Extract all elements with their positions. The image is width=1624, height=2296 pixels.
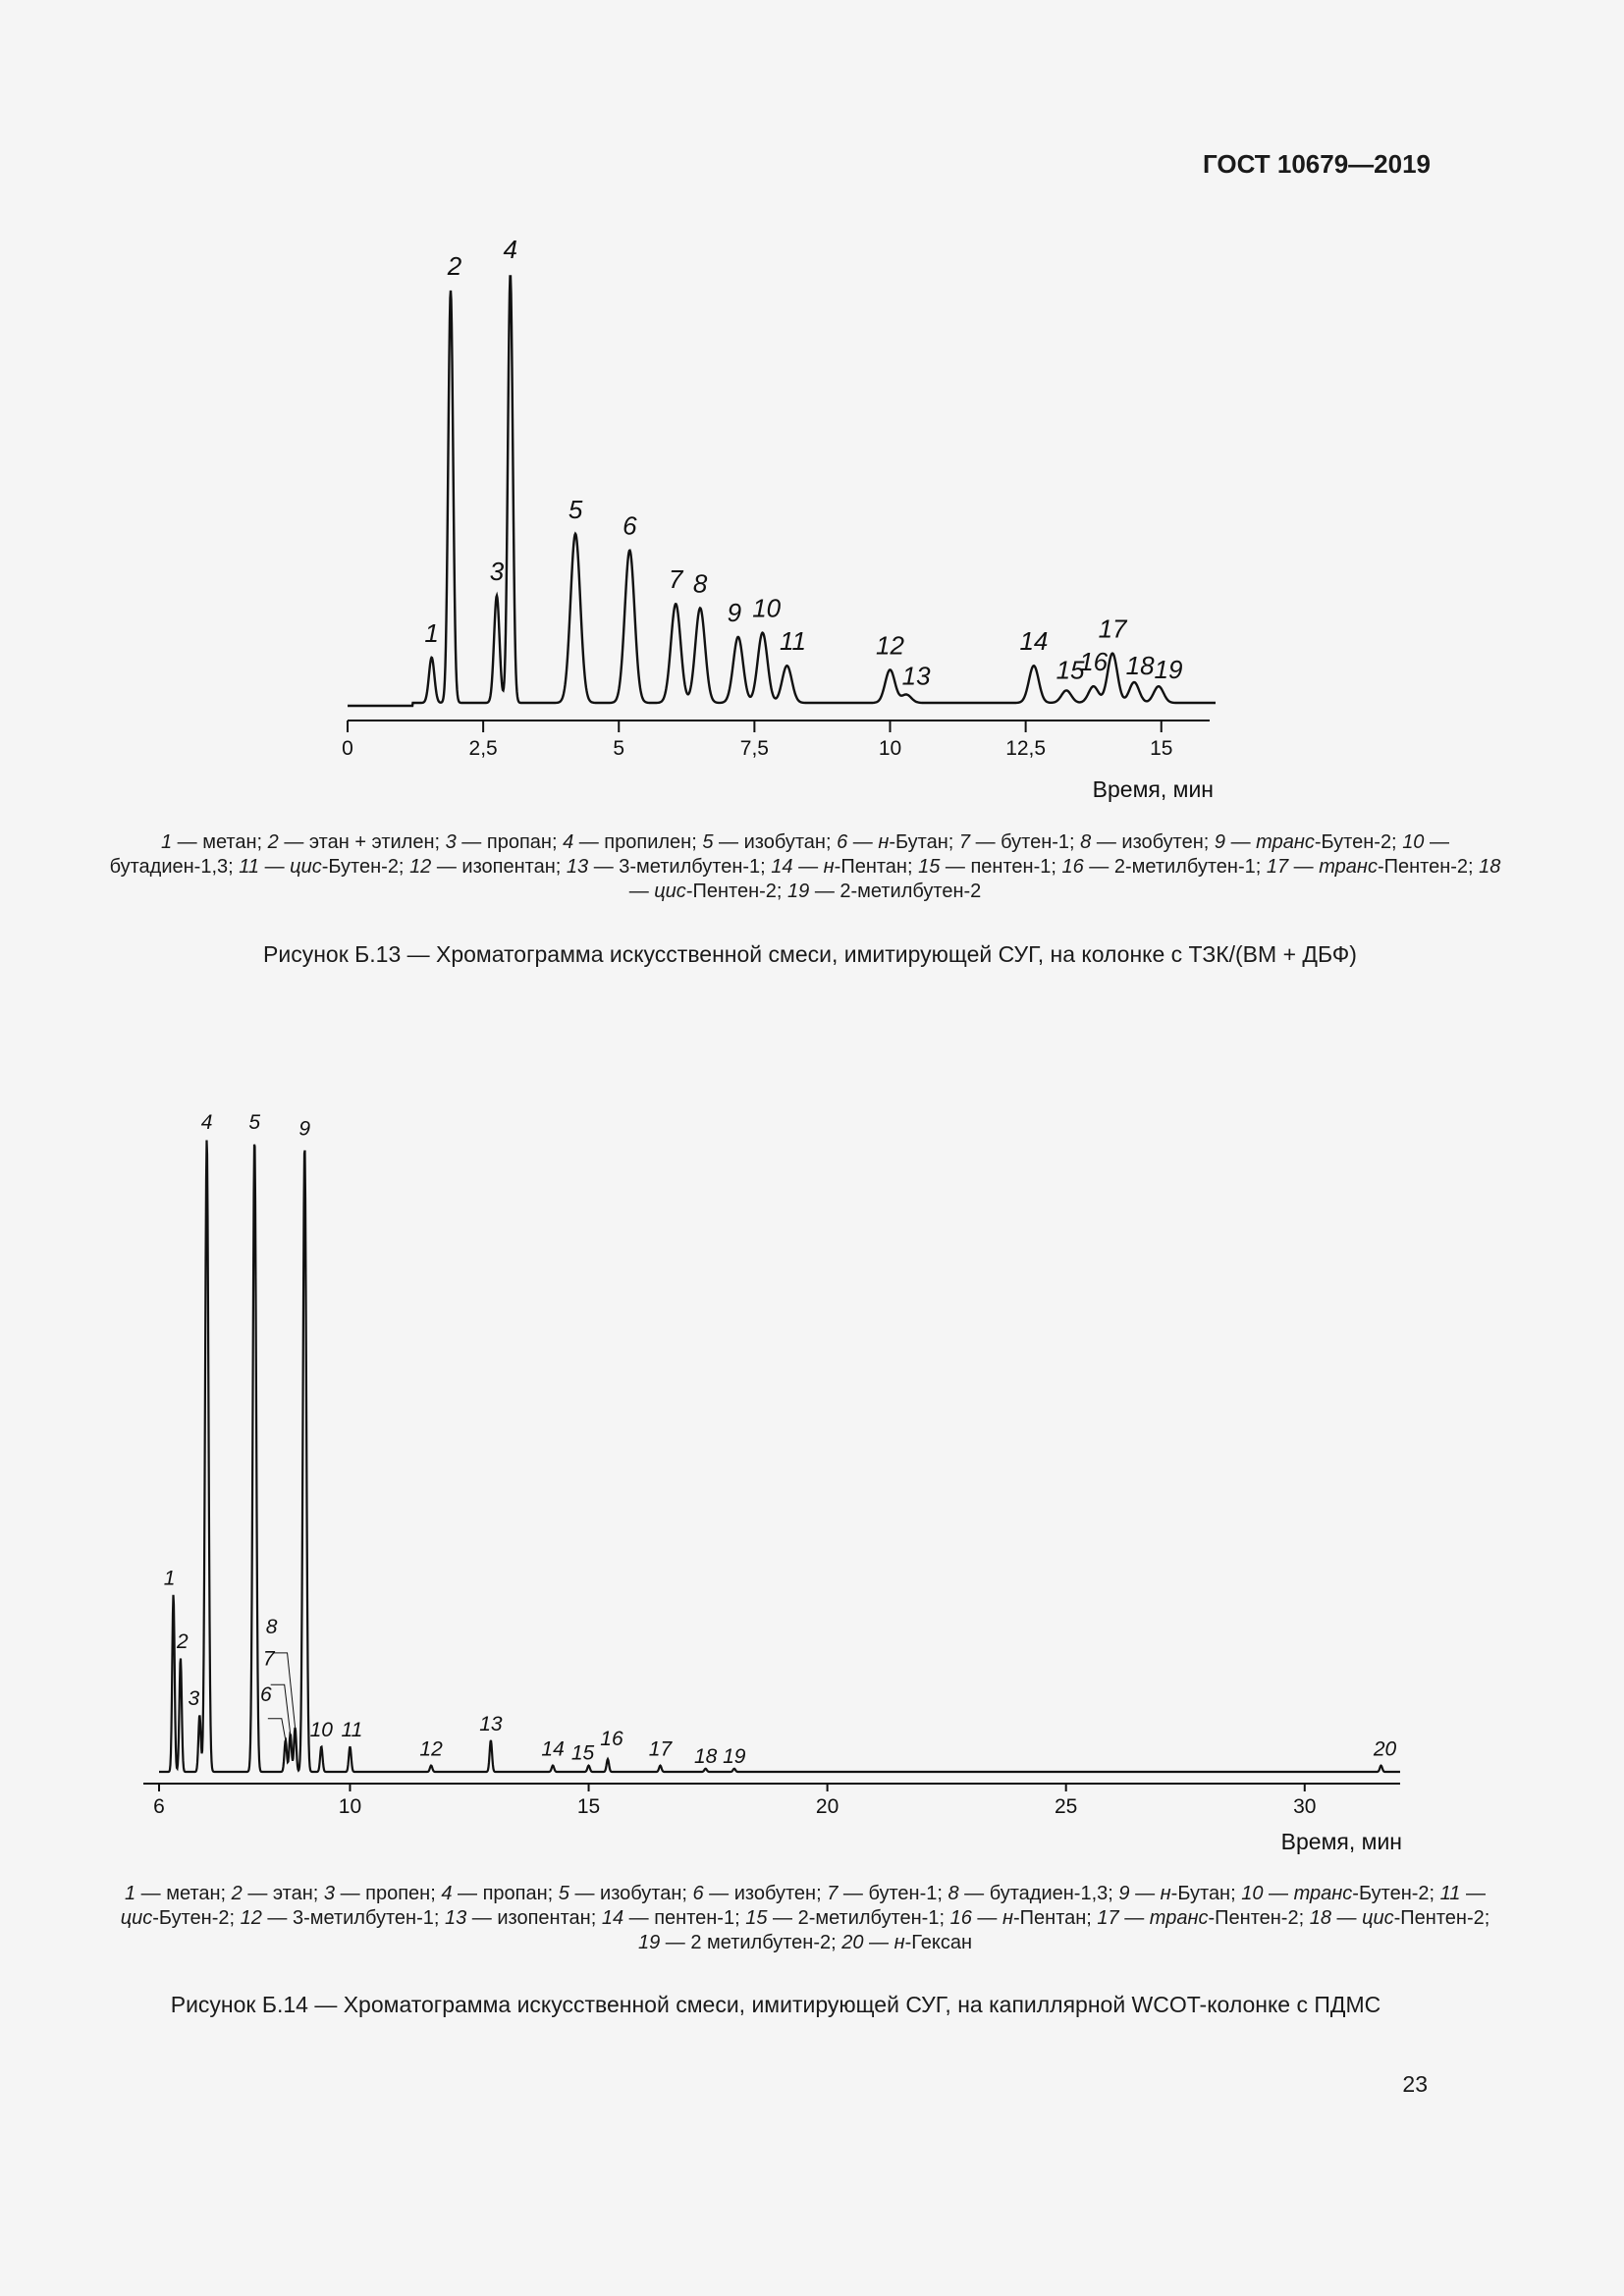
peak-label: 18 — [693, 1744, 718, 1768]
x-axis-label: Время, мин — [1280, 1829, 1402, 1854]
peak-label: 6 — [259, 1682, 272, 1706]
peak-label: 20 — [1373, 1737, 1397, 1761]
peak-label: 11 — [780, 626, 807, 657]
legend-entry: 10 — бутадиен-1,3; — [109, 831, 1449, 878]
legend-entry: 18 — цис-Пентен-2; — [1309, 1907, 1490, 1929]
legend-entry: 9 — н-Бутан; — [1118, 1883, 1236, 1904]
x-tick-label: 20 — [815, 1795, 839, 1818]
x-tick-label: 15 — [576, 1795, 601, 1818]
x-axis-label: Время, мин — [1092, 776, 1214, 802]
peak-label: 10 — [752, 593, 782, 623]
legend-entry: 10 — транс-Бутен-2; — [1241, 1883, 1435, 1904]
peak-label: 12 — [876, 630, 904, 661]
x-tick-label: 15 — [1150, 737, 1173, 760]
legend-entry: 7 — бутен-1; — [827, 1883, 943, 1904]
legend-entry: 16 — н-Пентан; — [949, 1907, 1092, 1929]
peak-label: 19 — [723, 1744, 746, 1768]
leader-line — [268, 1719, 286, 1740]
leader-line — [271, 1684, 291, 1734]
legend-entry: 14 — н-Пентан; — [771, 856, 913, 878]
x-tick-label: 12,5 — [1005, 737, 1047, 760]
peak-label: 17 — [648, 1737, 673, 1761]
peak-label: 1 — [163, 1567, 176, 1590]
legend-entry: 15 — 2-метилбутен-1; — [745, 1907, 946, 1929]
peak-label: 8 — [265, 1615, 278, 1638]
legend-entry: 19 — 2-метилбутен-2 — [787, 881, 982, 902]
peak-label: 5 — [248, 1111, 261, 1134]
x-tick-label: 7,5 — [739, 737, 769, 760]
x-tick-label: 25 — [1055, 1795, 1078, 1818]
x-tick-label: 5 — [613, 737, 625, 760]
legend-entry: 12 — 3-метилбутен-1; — [240, 1907, 440, 1929]
chromatogram-figure-14 — [0, 1041, 1624, 1865]
x-tick-label: 0 — [342, 737, 353, 760]
legend-entry: 11 — цис-Бутен-2; — [239, 856, 405, 878]
peak-label: 17 — [1098, 614, 1127, 644]
page-number: 23 — [1402, 2071, 1428, 2097]
document-header: ГОСТ 10679—2019 — [1203, 149, 1431, 179]
legend-entry: 5 — изобутан; — [702, 831, 832, 853]
legend-entry: 20 — н-Гексан — [841, 1932, 973, 1953]
peak-label: 13 — [479, 1712, 503, 1735]
legend-entry: 1 — метан; — [160, 831, 263, 853]
peak-label: 10 — [309, 1719, 333, 1742]
legend-entry: 16 — 2-метилбутен-1; — [1061, 856, 1262, 878]
legend-entry: 18 — цис-Пентен-2; — [628, 856, 1501, 902]
legend-entry: 13 — 3-метилбутен-1; — [566, 856, 766, 878]
peak-label: 9 — [298, 1117, 311, 1141]
x-axis-ticks — [342, 721, 1172, 760]
peak-labels — [424, 235, 1182, 690]
peak-label: 14 — [541, 1737, 565, 1761]
peak-label: 12 — [419, 1737, 443, 1761]
legend-entry: 1 — метан; — [125, 1883, 227, 1904]
peak-label: 11 — [341, 1719, 363, 1742]
peak-label: 16 — [600, 1728, 623, 1751]
legend-entry: 14 — пентен-1; — [601, 1907, 740, 1929]
peak-label: 4 — [200, 1111, 213, 1134]
legend-entry: 8 — изобутен; — [1080, 831, 1210, 853]
peak-label: 14 — [1019, 626, 1049, 657]
x-tick-label: 10 — [338, 1795, 362, 1818]
legend-entry: 11 — цис-Бутен-2; — [120, 1883, 1486, 1929]
peak-label: 15 — [570, 1741, 595, 1765]
legend-entry: 17 — транс-Пентен-2; — [1266, 856, 1474, 878]
figure-14-legend — [108, 1882, 1502, 1955]
x-axis-ticks — [153, 1784, 1316, 1818]
legend-entry: 4 — пропилен; — [563, 831, 697, 853]
figure-14-caption: Рисунок Б.14 — Хроматограмма искусственной смеси, имитирующей СУГ, на капиллярной WCOT-колонке с ПДМС — [170, 1992, 1381, 2017]
peak-label: 2 — [447, 251, 462, 281]
figure-13-legend — [108, 830, 1502, 904]
peak-label: 18 — [1125, 651, 1155, 680]
peak-label: 15 — [1056, 655, 1085, 685]
legend-entry: 6 — изобутен; — [692, 1883, 822, 1904]
peak-label: 7 — [262, 1647, 275, 1671]
peak-label: 8 — [692, 568, 708, 599]
legend-entry: 13 — изопентан; — [445, 1907, 597, 1929]
legend-entry: 5 — изобутан; — [558, 1883, 687, 1904]
peak-label: 19 — [1154, 655, 1183, 685]
leader-line — [274, 1653, 296, 1728]
legend-entry: 17 — транс-Пентен-2; — [1097, 1907, 1305, 1929]
legend-entry: 15 — пентен-1; — [918, 856, 1056, 878]
x-tick-label: 30 — [1293, 1795, 1317, 1818]
chromatogram-trace — [159, 1141, 1400, 1773]
legend-entry: 3 — пропан; — [445, 831, 558, 853]
figure-13-caption: Рисунок Б.13 — Хроматограмма искусственной смеси, имитирующей СУГ, на колонке с ТЗК/(ВМ + ДБФ) — [263, 941, 1357, 967]
peak-label: 9 — [727, 597, 742, 627]
peak-label: 3 — [188, 1686, 200, 1710]
peak-label: 4 — [503, 235, 517, 265]
legend-entry: 4 — пропан; — [441, 1883, 554, 1904]
legend-entry: 19 — 2 метилбутен-2; — [637, 1932, 837, 1953]
legend-entry: 9 — транс-Бутен-2; — [1214, 831, 1397, 853]
peak-labels — [164, 1111, 1397, 1768]
peak-label: 1 — [424, 617, 439, 648]
chromatogram-figure-13 — [0, 226, 1624, 815]
peak-label: 6 — [623, 510, 637, 541]
legend-entry: 8 — бутадиен-1,3; — [947, 1883, 1113, 1904]
peak-label: 2 — [177, 1629, 189, 1653]
legend-entry: 3 — пропен; — [323, 1883, 436, 1904]
x-tick-label: 6 — [153, 1795, 165, 1818]
legend-entry: 2 — этан + этилен; — [267, 831, 441, 853]
peak-label: 13 — [901, 661, 931, 691]
legend-entry: 6 — н-Бутан; — [837, 831, 954, 853]
peak-label: 3 — [489, 556, 505, 586]
peak-label: 7 — [669, 564, 683, 595]
peak-label: 16 — [1079, 647, 1109, 677]
x-tick-label: 10 — [878, 737, 902, 760]
peak-label: 5 — [568, 494, 583, 524]
x-tick-label: 2,5 — [468, 737, 498, 760]
legend-entry: 2 — этан; — [231, 1883, 319, 1904]
legend-entry: 7 — бутен-1; — [958, 831, 1075, 853]
legend-entry: 12 — изопентан; — [409, 856, 562, 878]
